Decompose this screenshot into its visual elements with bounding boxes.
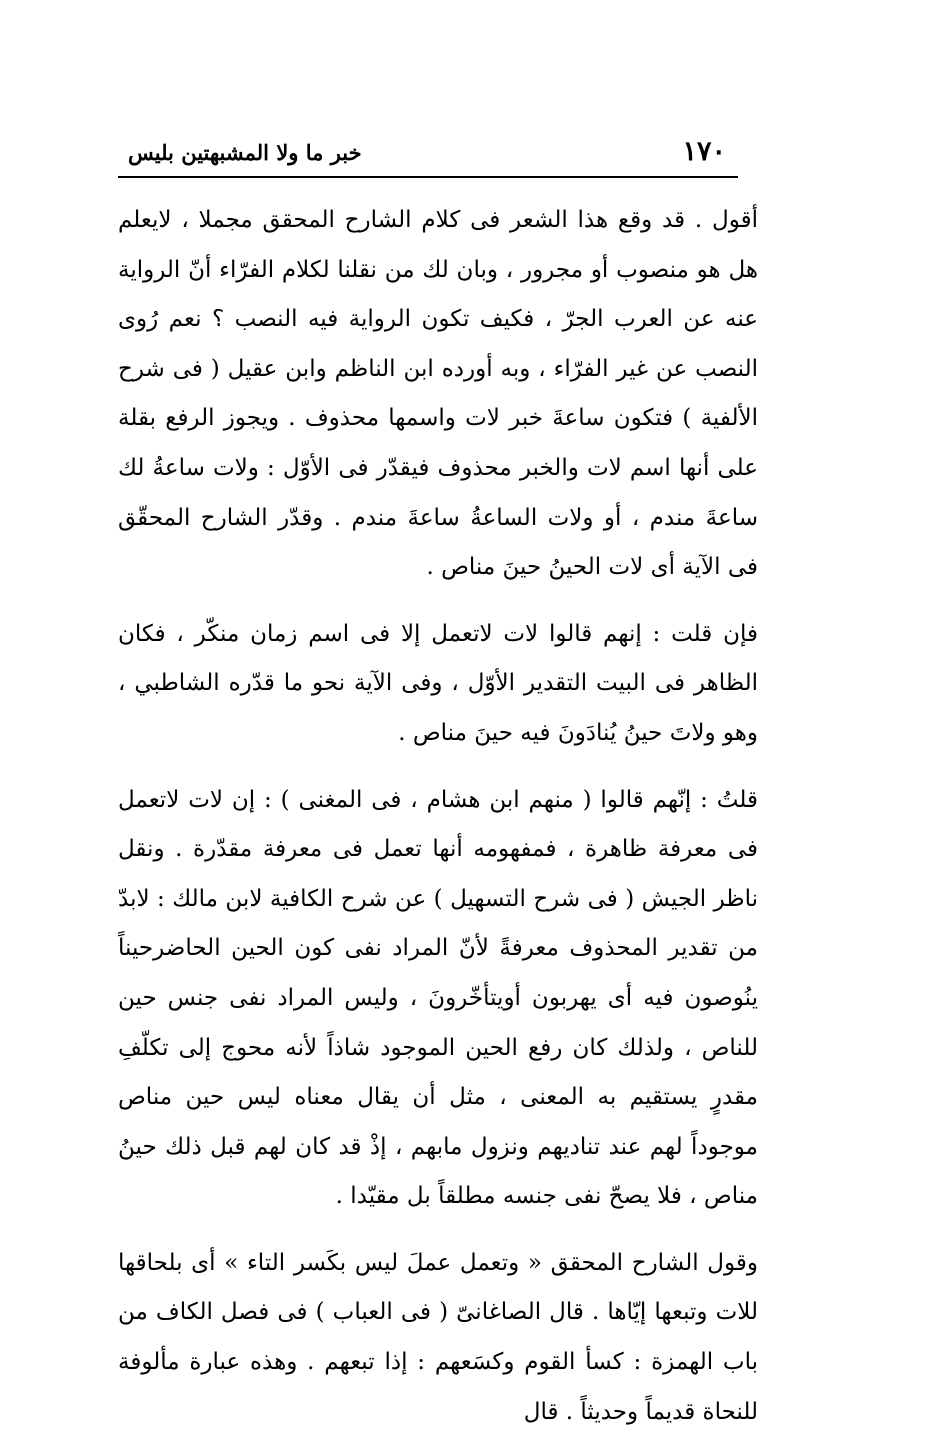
- paragraph-wa-qawl: وقول الشارح المحقق « وتعمل عملَ ليس بكَسر التاء » أى بلحاقها للات وتبعها إيّاها . قال الصاغانىّ ( فى العباب ) فى فصل الكاف من باب الهمزة : كسأ القوم وكسَعهم : إذا تبعهم . وهذه عبارة مألوفة للنحاة قديماً وحديثاً . قال: [118, 1249, 758, 1425]
- paragraph-aqul: أقول . قد وقع هذا الشعر فى كلام الشارح المحقق مجملا ، لايعلم هل هو منصوب أو مجرور ، وبان لك من نقلنا لكلام الفرّاء أنّ الرواية عنه عن العرب الجرّ ، فكيف تكون الرواية فيه النصب ؟ نعم رُوى النصب عن غير الفرّاء ، وبه أورده ابن الناظم وابن عقيل ( فى شرح الألفية ) فتكون ساعةَ خبر لات واسمها محذوف . ويجوز الرفع بقلة على أنها اسم لات والخبر محذوف فيقدّر فى الأوّل : ولات ساعةُ لك ساعةَ مندم ، أو ولات الساعةُ ساعةَ مندم . وقدّر الشارح المحقّق فى الآية أى لات الحينُ حينَ مناص .: [118, 207, 758, 581]
- body-text: [118, 196, 758, 1437]
- running-title: خبر ما ولا المشبهتين بليس: [128, 140, 362, 165]
- page-number: ١٧٠: [682, 136, 726, 167]
- paragraph-qultu: قلتُ : إنّهم قالوا ( منهم ابن هشام ، فى المغنى ) : إن لات لاتعمل فى معرفة ظاهرة ، فمفهومه أنها تعمل فى معرفة مقدّرة . ونقل ناظر الجيش ( فى شرح التسهيل ) عن شرح الكافية لابن مالك : لابدّ من تقدير المحذوف معرفةً لأنّ المراد نفى كون الحين الحاضرحيناً ينُوصون فيه أى يهربون أويتأخّرونَ ، وليس المراد نفى جنس حين للناص ، ولذلك كان رفع الحين الموجود شاذاً لأنه محوج إلى تكلّفِ مقدرٍ يستقيم به المعنى ، مثل أن يقال معناه ليس حين مناص موجوداً لهم عند تناديهم ونزول مابهم ، إذْ قد كان لهم قبل ذلك حينُ مناص ، فلا يصحّ نفى جنسه مطلقاً بل مقيّدا .: [118, 786, 758, 1210]
- paragraph-fa-in-qulta: فإن قلت : إنهم قالوا لات لاتعمل إلا فى اسم زمان منكّر ، فكان الظاهر فى البيت التقدير الأوّل ، وفى الآية نحو ما قدّره الشاطبي ، وهو ولاتَ حينُ يُنادَونَ فيه حينَ مناص .: [118, 620, 758, 746]
- header-rule: [118, 176, 738, 178]
- page-header: [118, 136, 738, 176]
